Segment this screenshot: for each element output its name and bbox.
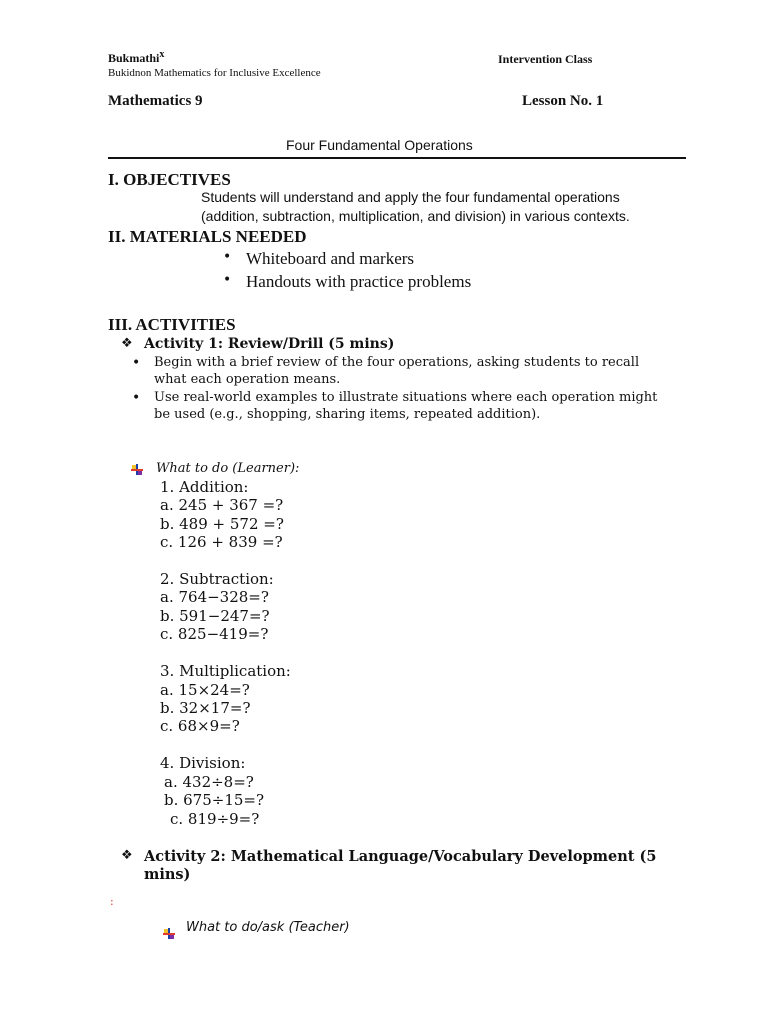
windows-flag-icon [131,464,143,475]
stray-mark: : [110,895,114,908]
activities-heading: III. ACTIVITIES [108,315,236,334]
bullet-marker: • [223,249,232,265]
diamond-bullet-icon: ❖ [121,848,133,863]
page-title: Four Fundamental Operations [286,137,473,153]
activity-1-title: Activity 1: Review/Drill (5 mins) [144,336,395,352]
activity-2-title-line-2: mins) [144,866,191,883]
problem-item: c. 825−419=? [160,625,269,643]
activity-1-bullet-2-line-1: Use real-world examples to illustrate situations where each operation might [154,390,658,405]
materials-item: Whiteboard and markers [246,249,415,268]
objectives-line-1: Students will understand and apply the four fundamental operations [201,189,620,205]
brand-superscript: x [159,49,165,60]
problem-item: a. 245 + 367 =? [160,496,284,514]
problem-item: c. 819÷9=? [170,810,260,828]
subject-label: Mathematics 9 [108,93,203,109]
brand-tagline: Bukidnon Mathematics for Inclusive Excellence [108,67,321,79]
group-title-addition: 1. Addition: [160,478,249,496]
materials-item: Handouts with practice problems [246,272,472,291]
brand-mark: i [156,51,160,65]
materials-heading: II. MATERIALS NEEDED [108,227,307,246]
problem-item: a. 432÷8=? [164,773,254,791]
group-title-multiplication: 3. Multiplication: [160,662,291,680]
activity-2-title-line-1: Activity 2: Mathematical Language/Vocabulary Development (5 [144,848,657,865]
bullet-marker: • [223,272,232,288]
problem-item: c. 68×9=? [160,717,240,735]
problem-item: b. 489 + 572 =? [160,515,284,533]
learner-label: What to do (Learner): [156,461,300,476]
group-title-subtraction: 2. Subtraction: [160,570,274,588]
activity-1-bullet-1-line-2: what each operation means. [154,372,341,387]
brand-name [108,51,164,66]
windows-flag-icon [163,928,175,939]
activity-1-bullet-1-line-1: Begin with a brief review of the four operations, asking students to recall [154,355,640,370]
title-rule [108,157,686,159]
teacher-label: What to do/ask (Teacher) [186,920,350,935]
diamond-bullet-icon: ❖ [121,336,133,351]
problem-item: b. 675÷15=? [164,791,265,809]
bullet-marker: • [132,355,141,371]
group-title-division: 4. Division: [160,754,246,772]
objectives-heading: I. OBJECTIVES [108,170,231,189]
problem-item: a. 764−328=? [160,588,269,606]
problem-item: b. 32×17=? [160,699,251,717]
problem-item: c. 126 + 839 =? [160,533,283,551]
lesson-number: Lesson No. 1 [522,93,604,109]
bullet-marker: • [132,390,141,406]
objectives-line-2: (addition, subtraction, multiplication, and division) in various contexts. [201,208,630,224]
problem-item: b. 591−247=? [160,607,270,625]
activity-1-bullet-2-line-2: be used (e.g., shopping, sharing items, repeated addition). [154,407,541,422]
class-label: Intervention Class [498,52,593,66]
problem-item: a. 15×24=? [160,681,250,699]
brand-text: Bukmath [108,51,157,65]
